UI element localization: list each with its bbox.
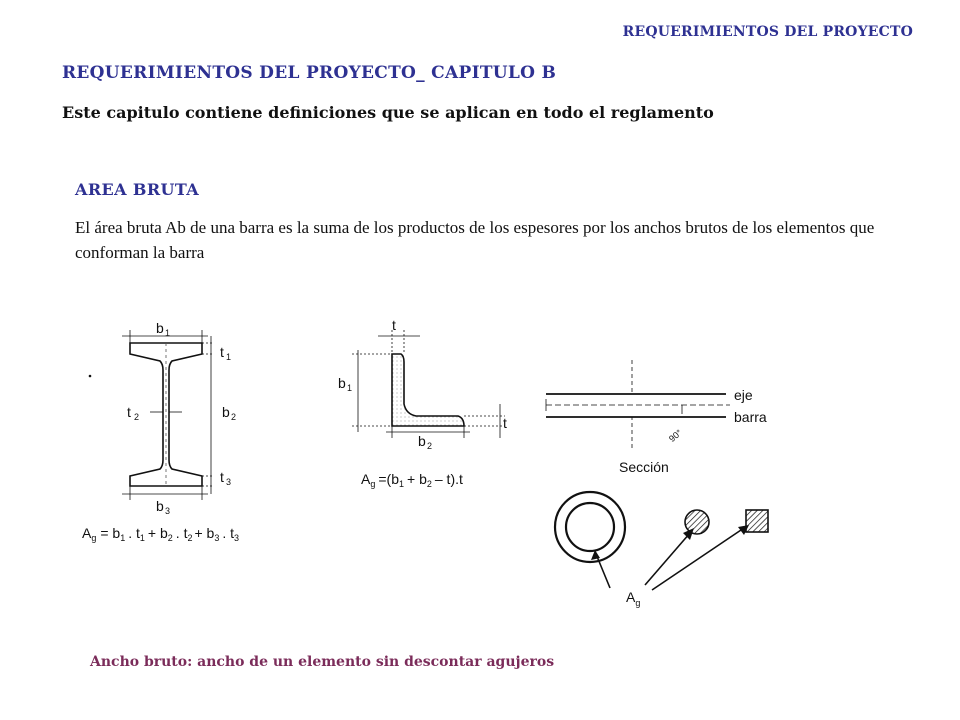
i-label-t3: t — [220, 469, 224, 485]
bar-plate — [546, 394, 726, 417]
i-label-b3-sub: 3 — [165, 506, 171, 516]
angle-label-b2-sub: 2 — [427, 441, 433, 451]
gross-area-figure — [555, 492, 768, 608]
angle-label-t-right: t — [503, 415, 507, 431]
i-label-b1-sub: 1 — [165, 328, 171, 338]
i-label-b2-sub: 2 — [231, 412, 237, 422]
bar-section-figure — [546, 360, 767, 475]
footnote: Ancho bruto: ancho de un elemento sin descontar agujeros — [90, 654, 555, 670]
bar-label: barra — [734, 409, 767, 425]
i-label-t2: t — [127, 404, 131, 420]
i-label-b3: b — [156, 498, 164, 514]
page-title: REQUERIMIENTOS DEL PROYECTO_ CAPITULO B — [62, 63, 557, 83]
solid-square-section — [746, 510, 768, 532]
angle-label-t-top: t — [392, 317, 396, 333]
angle-shape — [392, 354, 464, 426]
solid-round-section — [685, 510, 709, 534]
angle-label-b1-sub: 1 — [347, 383, 353, 393]
angle-label-b1: b — [338, 375, 346, 391]
i-label-b2: b — [222, 404, 230, 420]
intro-text: Este capitulo contiene definiciones que se aplican en todo el reglamento — [62, 103, 714, 122]
bar-axis-label: eje — [734, 387, 753, 403]
angle-label-b2: b — [418, 433, 426, 449]
i-label-b1: b — [156, 320, 164, 336]
i-label-t1-sub: 1 — [226, 352, 232, 362]
bar-angle-label: 90° — [667, 427, 684, 444]
section-title: AREA BRUTA — [75, 180, 200, 199]
i-formula: $A_g = b_1$ . $t_1 + b_2$ . $t_2 + b_3$ . $t_3$ — [82, 525, 240, 543]
section-body: El área bruta Ab de una barra es la suma de los productos de los espesores por los anchos brutos de los elementos que conforman la barra — [75, 218, 875, 262]
angle-section-figure — [338, 317, 507, 489]
running-header: REQUERIMIENTOS DEL PROYECTO — [622, 24, 913, 40]
angle-formula: $A_g =(b_1 + b_2 - t).t$ — [361, 471, 463, 489]
i-label-t2-sub: 2 — [134, 412, 140, 422]
bar-caption: Sección — [619, 459, 669, 475]
area-label: $A_g$ — [626, 589, 641, 608]
i-section-figure — [82, 320, 239, 543]
i-label-t3-sub: 3 — [226, 477, 232, 487]
i-label-t1: t — [220, 344, 224, 360]
